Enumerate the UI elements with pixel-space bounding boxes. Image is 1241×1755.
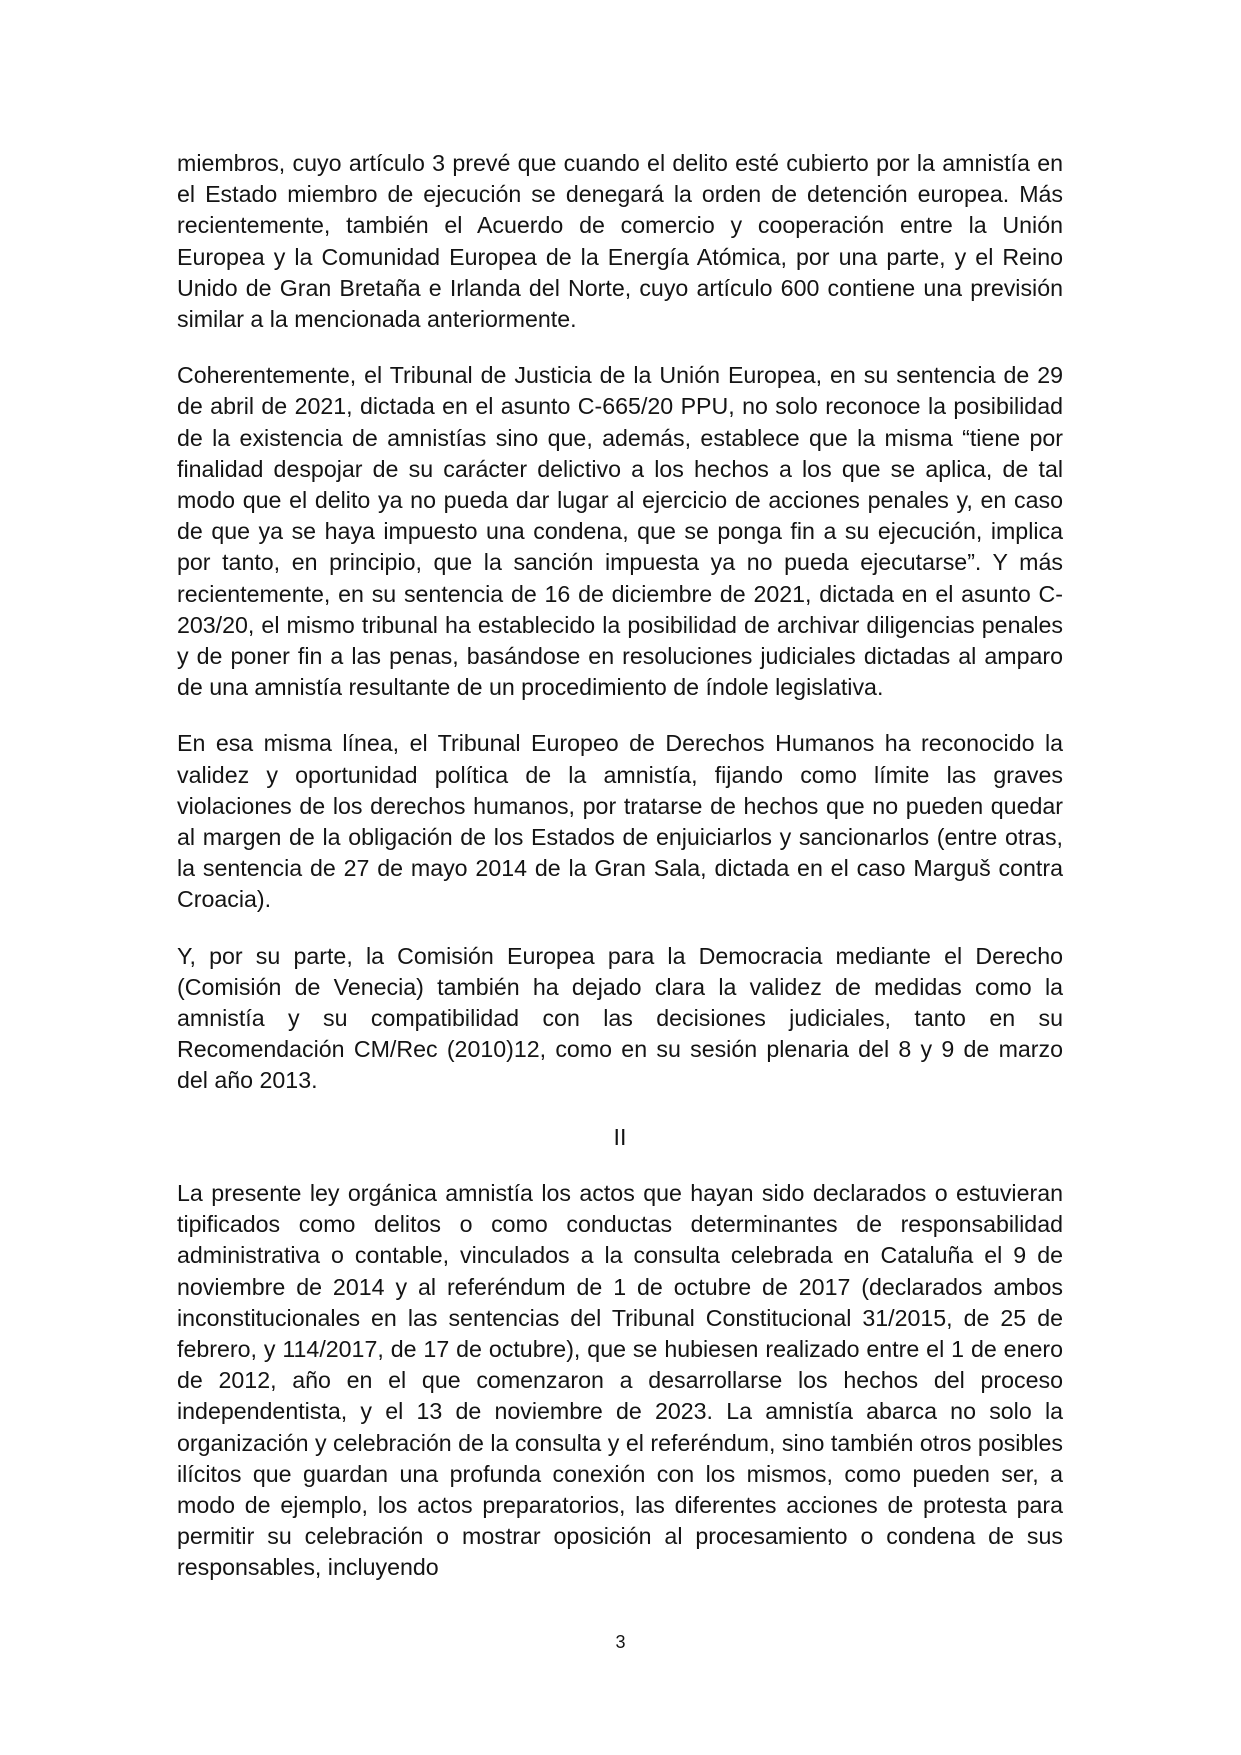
paragraph-4: Y, por su parte, la Comisión Europea para la Democracia mediante el Derecho (Comisión de Venecia) también ha dejado clara la validez de medidas como la amnistía y su compatibilidad con las decisiones judiciales, tanto en su Recomendación CM/Rec (2010)12, como en su sesión plenaria del 8 y 9 de marzo del año 2013. [177, 942, 1063, 1094]
section-heading: II [613, 1123, 627, 1150]
page-number: 3 [615, 1632, 626, 1652]
paragraph-2: Coherentemente, el Tribunal de Justicia de la Unión Europea, en su sentencia de 29 de abril de 2021, dictada en el asunto C-665/20 PPU, no solo reconoce la posibilidad de la existencia de amnistías sino que, además, establece que la misma “tiene por finalidad despojar de su carácter delictivo a los hechos a los que se aplica, de tal modo que el delito ya no pueda dar lugar al ejercicio de acciones penales y, en caso de que ya se haya impuesto una condena, que se ponga fin a su ejecución, implica por tanto, en principio, que la sanción impuesta ya no pueda ejecutarse”. Y más recientemente, en su sentencia de 16 de diciembre de 2021, dictada en el asunto C-203/20, el mismo tribunal ha establecido la posibilidad de archivar diligencias penales y de poner fin a las penas, basándose en resoluciones judiciales dictadas al amparo de una amnistía resultante de un procedimiento de índole legislativa. [177, 362, 1063, 701]
paragraph-1: miembros, cuyo artículo 3 prevé que cuando el delito esté cubierto por la amnistía en el Estado miembro de ejecución se denegará la orden de detención europea. Más recientemente, también el Acuerdo de comercio y cooperación entre la Unión Europea y la Comunidad Europea de la Energía Atómica, por una parte, y el Reino Unido de Gran Bretaña e Irlanda del Norte, cuyo artículo 600 contiene una previsión similar a la mencionada anteriormente. [177, 150, 1063, 333]
paragraph-5: La presente ley orgánica amnistía los actos que hayan sido declarados o estuvieran tipificados como delitos o como conductas determinantes de responsabilidad administrativa o contable, vinculados a la consulta celebrada en Cataluña el 9 de noviembre de 2014 y al referéndum de 1 de octubre de 2017 (declarados ambos inconstitucionales en las sentencias del Tribunal Constitucional 31/2015, de 25 de febrero, y 114/2017, de 17 de octubre), que se hubiesen realizado entre el 1 de enero de 2012, año en el que comenzaron a desarrollarse los hechos del proceso independentista, y el 13 de noviembre de 2023. La amnistía abarca no solo la organización y celebración de la consulta y el referéndum, sino también otros posibles ilícitos que guardan una profunda conexión con los mismos, como pueden ser, a modo de ejemplo, los actos preparatorios, las diferentes acciones de protesta para permitir su celebración o mostrar oposición al procesamiento o condena de sus responsables, incluyendo [177, 1179, 1063, 1581]
paragraph-3: En esa misma línea, el Tribunal Europeo de Derechos Humanos ha reconocido la validez y oportunidad política de la amnistía, fijando como límite las graves violaciones de los derechos humanos, por tratarse de hechos que no pueden quedar al margen de la obligación de los Estados de enjuiciarlos y sancionarlos (entre otras, la sentencia de 27 de mayo 2014 de la Gran Sala, dictada en el caso Marguš contra Croacia). [177, 730, 1063, 913]
document-body [177, 148, 1063, 1609]
